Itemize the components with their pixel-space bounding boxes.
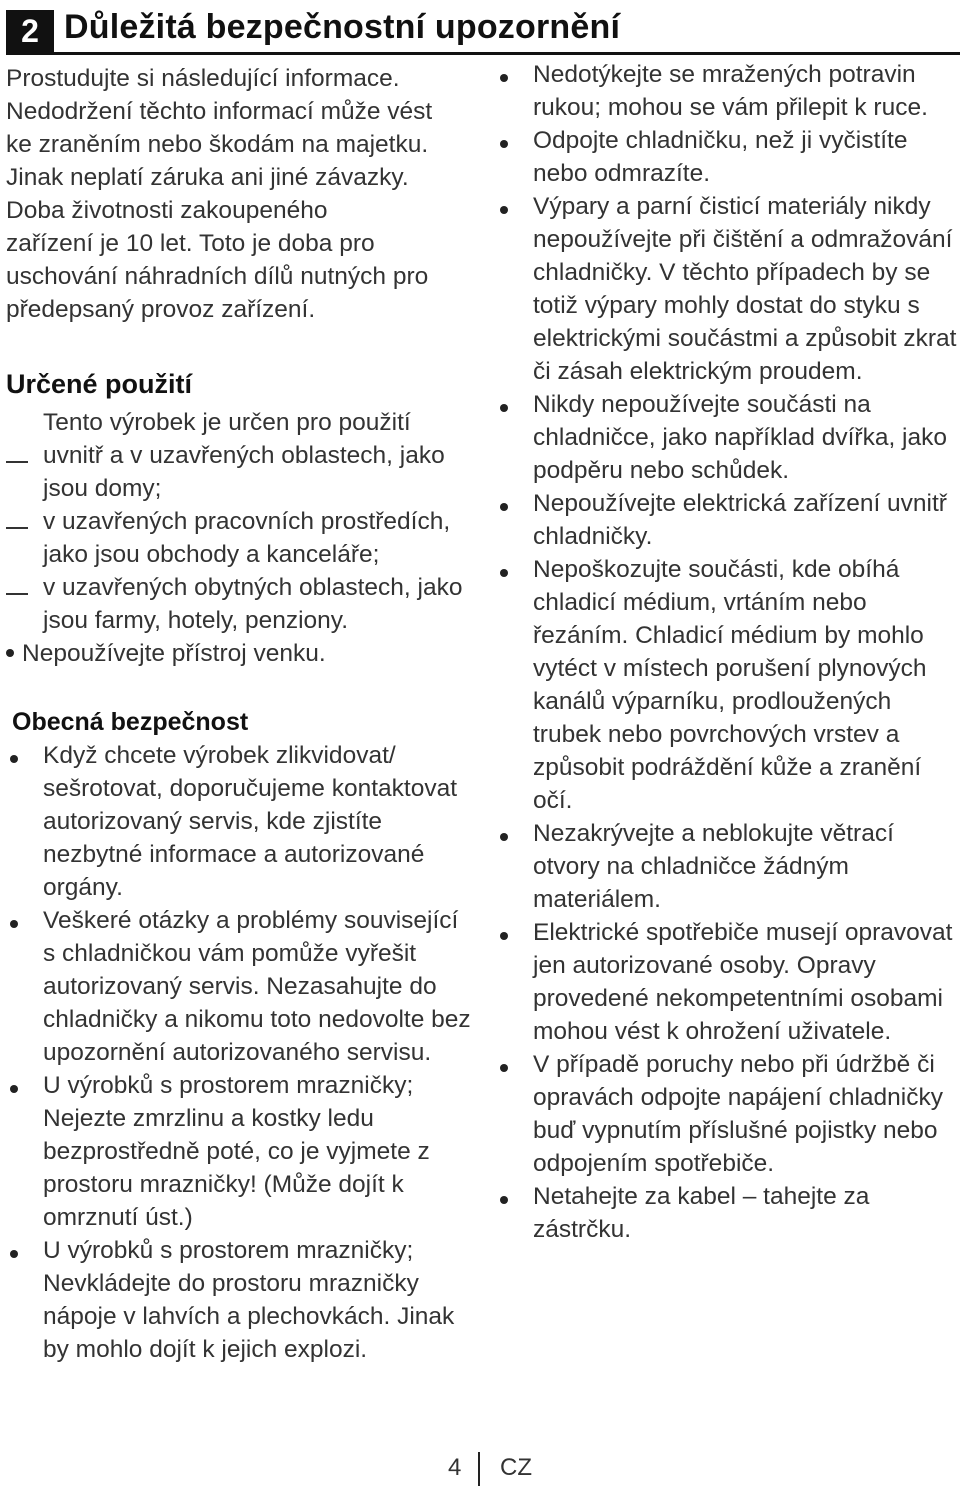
bullet-icon [500,404,508,412]
intro-line: Doba životnosti zakoupeného [6,197,328,224]
list-item: U výrobků s prostorem mrazničky; Nejezte zmrzlinu a kostky ledu bezprostředně poté, co je vyjmete z prostoru mrazničky! (Může dojít k omrznutí úst.) [6,1069,476,1234]
list-item: Nedotýkejte se mražených potravin rukou; mohou se vám přilepit k ruce. [496,58,960,124]
section-number: 2 [6,10,54,52]
list-item: Netahejte za kabel – tahejte za zástrčku. [496,1180,960,1246]
safety-list-continued [496,58,960,1246]
bullet-icon [500,1064,508,1072]
intro-line: Prostudujte si následující informace. [6,65,400,92]
intended-use-lead: Tento výrobek je určen pro použití [43,409,411,436]
intro-line: Nedodržení těchto informací může vést [6,98,433,125]
intro-line: předepsaný provoz zařízení. [6,296,316,323]
list-item: U výrobků s prostorem mrazničky; Nevkládejte do prostoru mrazničky nápoje v lahvích a plechovkách. Jinak by mohlo dojít k jejich explozi. [6,1234,476,1366]
list-item: Nezakrývejte a neblokujte větrací otvory na chladničce žádným materiálem. [496,817,960,916]
footer-divider [478,1452,480,1486]
intro-line: zařízení je 10 let. Toto je doba pro [6,230,375,257]
right-column [496,58,960,1246]
left-column [6,62,476,1366]
list-item: v uzavřených obytných oblastech, jako jsou farmy, hotely, penziony. [6,571,476,637]
list-item: v uzavřených pracovních prostředích, jako jsou obchody a kanceláře; [6,505,476,571]
bullet-icon [500,140,508,148]
dash-icon [6,593,28,595]
list-item: V případě poruchy nebo při údržbě či opravách odpojte napájení chladničky buď vypnutím příslušné pojistky nebo odpojením spotřebiče. [496,1048,960,1180]
bullet-icon [500,1196,508,1204]
list-item: uvnitř a v uzavřených oblastech, jako jsou domy; [6,439,476,505]
header-rule [6,52,960,55]
bullet-icon [500,206,508,214]
intended-use-list [6,439,476,637]
dash-icon [6,527,28,529]
section-header [0,8,960,54]
bullet-icon [6,649,14,657]
page-title: Důležitá bezpečnostní upozornění [64,8,621,46]
page-number: 4 [448,1454,462,1481]
page-footer [0,1452,960,1488]
bullet-icon [500,569,508,577]
bullet-icon [500,503,508,511]
dash-icon [6,461,28,463]
intro-line: Jinak neplatí záruka ani jiné závazky. [6,164,409,191]
list-item: Veškeré otázky a problémy související s chladničkou vám pomůže vyřešit autorizovaný servis. Nezasahujte do chladničky a nikomu toto nedovolte bez upozornění autorizovaného servisu. [6,904,476,1069]
bullet-icon [10,1085,18,1093]
intro-line: uschování náhradních dílů nutných pro [6,263,429,290]
general-safety-list [6,739,476,1366]
list-item: Odpojte chladničku, než ji vyčistíte nebo odmrazíte. [496,124,960,190]
bullet-icon [500,932,508,940]
general-safety-heading: Obecná bezpečnost [12,708,249,736]
list-item: Výpary a parní čisticí materiály nikdy nepoužívejte při čištění a odmražování chladničky. V těchto případech by se totiž výpary mohly dostat do styku s elektrickými součástmi a způsobit zkrat či zásah elektrickým proudem. [496,190,960,388]
list-item: Nikdy nepoužívejte součásti na chladničce, jako například dvířka, jako podpěru nebo schůdek. [496,388,960,487]
intro-paragraph [6,62,476,326]
intended-use-extra: Nepoužívejte přístroj venku. [6,637,476,670]
intended-use-heading: Určené použití [6,369,193,399]
language-code: CZ [500,1454,532,1481]
bullet-icon [10,920,18,928]
bullet-icon [500,74,508,82]
list-item: Nepoužívejte elektrická zařízení uvnitř chladničky. [496,487,960,553]
intro-line: ke zraněním nebo škodám na majetku. [6,131,429,158]
bullet-icon [500,833,508,841]
list-item: Nepoškozujte součásti, kde obíhá chladicí médium, vrtáním nebo řezáním. Chladicí médium by mohlo vytéct v místech porušení plynových kanálů výparníku, prodloužených trubek nebo povrchových vrstev a způsobit podráždění kůže a zranění očí. [496,553,960,817]
list-item: Když chcete výrobek zlikvidovat/ sešrotovat, doporučujeme kontaktovat autorizovaný servis, kde zjistíte nezbytné informace a autorizované orgány. [6,739,476,904]
bullet-icon [10,755,18,763]
bullet-icon [10,1250,18,1258]
list-item: Elektrické spotřebiče musejí opravovat jen autorizované osoby. Opravy provedené nekompetentními osobami mohou vést k ohrožení uživatele. [496,916,960,1048]
